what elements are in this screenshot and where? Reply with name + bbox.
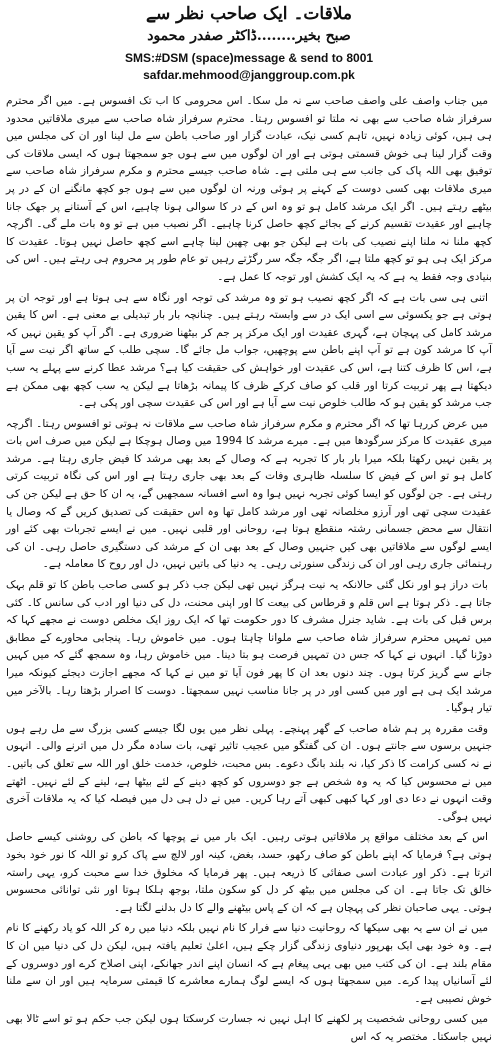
sms-contact-line: SMS:#DSM (space)message & send to 8001 [124, 51, 374, 65]
article-body [6, 93, 492, 1046]
column-header [6, 2, 492, 83]
article-paragraph: وقت مقررہ پر ہم شاہ صاحب کے گھر پہنچے۔ پہلی نظر میں یوں لگا جیسے کسی بزرگ سے مل رہے ہوں جنہیں برسوں سے جانتے ہوں۔ ان کی گفتگو میں عجیب تاثیر تھی، بات سادہ مگر دل میں اترنے والی۔ انہوں نے نہ کسی کرامت کا ذکر کیا، نہ بلند بانگ دعوے۔ بس محبت، خلوص، خدمت خلق اور اللہ سے تعلق کی باتیں۔ میں نے محسوس کیا کہ یہ وہ شخص ہے جو دوسروں کو کچھ دینے کے لئے بیٹھا ہے، لینے کے لئے نہیں۔ اٹھتے وقت انہوں نے دعا دی اور کہا کبھی کبھی آتے رہا کریں۔ میں نے دل ہی دل میں فیصلہ کیا کہ یہ ملاقات آخری نہیں ہوگی۔ [6, 722, 492, 823]
author-email: safdar.mehmood@janggroup.com.pk [143, 68, 355, 82]
article-paragraph: میں جناب واصف علی واصف صاحب سے نہ مل سکا۔ اس محرومی کا اب تک افسوس ہے۔ میں اگر محترم سرفراز شاہ صاحب سے بھی نہ ملتا تو افسوس رہتا۔ محترم سرفراز شاہ صاحب سے میری ملاقاتیں محدود ہی ہیں، کوئی زیادہ نہیں، تاہم کسی نیک، عبادت گزار اور صاحب باطن سے مل لینا اور ان کی مجلس میں وقت گزار لینا ہی خوش قسمتی ہوتی ہے اور ان لوگوں میں سے ہوں جو سمجھتا ہوں کہ ایسی ملاقات کی توفیق بھی اللہ پاک کی جانب سے ہی ملتی ہے۔ شاہ صاحب جیسے محترم و مکرم سرفراز شاہ صاحب سے میری ملاقات بھی کسی دوست کے کہنے پر ہوئی ورنہ ان لوگوں میں سے ہوں جو کچھ مانگنے ان کے در پر بیٹھے رہتے ہیں۔ اگر ایک مرشد کامل ہو تو وہ اس کے در کا سوالی ہونا چاہیے، اس کے آستانے پر جھک جانا چاہیے اور عقیدت تقسیم کرنے کے بجائے کچھ حاصل کرنا چاہیے۔ اگر نصیب میں ہے تو وہ بات ملے گی۔ اگرچہ کچھ ملنا نہ ملنا اپنے نصیب کی بات ہے لیکن جو بھی چھین لینا چاہے اسے کچھ حاصل نہیں ہوتا۔ عقیدت کا مرکز ایک ہی ہو تو کچھ ملتا ہے، اگر جگہ جگہ سر رگڑتے رہیں تو عام طور پر محروم ہی رہتے ہیں۔ اس کی بنیادی وجہ فقط یہ ہے کہ یہ ایک کشش اور توجہ کا عمل ہے۔ [6, 95, 492, 283]
article-paragraph: اتنی ہی سی بات ہے کہ اگر کچھ نصیب ہو تو وہ مرشد کی توجہ اور نگاہ سے ہی ہوتا ہے اور توجہ ان پر ہوتی ہے جو یکسوئی سے اسی ایک در سے وابستہ رہتے ہیں۔ چنانچہ بار بار تبدیلی بے معنی ہے۔ اس کا یقین مرشد کامل کی پہچان ہے، گہری عقیدت اور ایک مرکز پر جم کر بیٹھنا ضروری ہے۔ اگر آپ کو یقین نہیں کہ آپ کا مرشد کون ہے تو آپ اپنے باطن سے پوچھیں، جواب مل جائے گا۔ سچی طلب کے ساتھ اگر نیت سے آیا ہے، اس کا ظرف کتنا ہے، اس کی عقیدت اور خواہش کی حقیقت کیا ہے؟ مرشد عطا کرنے سے پہلے یہ سب دیکھتا ہے پھر تربیت کرتا اور قلب کو صاف کرکے ظرف کا پیمانہ بڑھاتا ہے لیکن یہ سب کچھ بھی ممکن ہے جب مرشد کو یقین ہو کہ طالب خلوص نیت سے آیا ہے اور اس کی عقیدت سچی اور پکی ہے۔ [6, 291, 492, 410]
newspaper-column [6, 2, 492, 1043]
article-paragraph: میں نے ان سے یہ بھی سیکھا کہ روحانیت دنیا سے فرار کا نام نہیں بلکہ دنیا میں رہ کر اللہ کو یاد رکھنے کا نام ہے۔ وہ خود بھی ایک بھرپور دنیاوی زندگی گزار چکے ہیں، اعلیٰ تعلیم یافتہ ہیں، لیکن دل کی دنیا میں ان کا مقام بلند ہے۔ ان کی کتب میں بھی یہی پیغام ہے کہ انسان اپنے اندر جھانکے، اپنی اصلاح کرے اور دوسروں کے لئے آسانیاں پیدا کرے۔ میں سمجھتا ہوں کہ ایسے لوگ ہمارے معاشرے کا قیمتی سرمایہ ہیں اور ان سے ملنا خوش نصیبی ہے۔ [6, 922, 492, 1005]
author-byline: صبح بخیر........ڈاکٹر صفدر محمود [147, 28, 351, 44]
column-title: ملاقات۔ ایک صاحب نظر سے [146, 4, 352, 24]
article-paragraph: میں کسی روحانی شخصیت پر لکھنے کا اہل نہیں نہ جسارت کرسکتا ہوں لیکن جب حکم ہو تو اسے ٹالا بھی نہیں جاسکتا۔ مختصر یہ کہ اس [6, 1013, 492, 1043]
article-paragraph: بات دراز ہو اور نکل گئی حالانکہ یہ نیت ہرگز نہیں تھی لیکن جب ذکر ہو کسی صاحب باطن کا تو قلم بہک جاتا ہے۔ ذکر ہوتا ہے اس قلم و قرطاس کی بیعت کا اور اپنی محنت، دل کی دنیا اور ادب کی سانس کا۔ کئی برس قبل کی بات ہے۔ شاید جنرل مشرف کا دور حکومت تھا کہ ایک روز ایک مخلص دوست نے مجھے کہا کہ میں تمہیں محترم سرفراز شاہ صاحب سے ملوانا چاہتا ہوں۔ میں خاموش رہا۔ پنجابی محاورے کے مطابق دوڑنا گیا۔ انہوں نے کہا کہ جس دن تمہیں فرصت ہو بتا دینا۔ میں خاموش رہا، وہ سمجھ گئے کہ میں کہیں جانے سے گریز کرتا ہوں۔ چند دنوں بعد ان کا پھر فون آیا تو میں نے کہا کہ مجھے اجازت دیجئے کیونکہ میرا مرشد ایک ہی ہے اور میں کسی اور در پر جانا مناسب نہیں سمجھتا۔ دوست کا اصرار بڑھتا رہا۔ بالآخر میں تیار ہوگیا۔ [6, 579, 492, 715]
article-paragraph: میں عرض کررہا تھا کہ اگر محترم و مکرم سرفراز شاہ صاحب سے ملاقات نہ ہوتی تو افسوس رہتا۔ اگرچہ میری عقیدت کا مرکز سرگودھا میں ہے۔ میرے مرشد کا 1994 میں وصال ہوچکا ہے لیکن میں صرف اس بات پر یقین نہیں رکھتا بلکہ میرا بار بار کا تجربہ ہے کہ وصال کے بعد بھی مرشد کا فیض جاری رہتا ہے۔ مرشد کامل ہو تو اس کے فیض کا سلسلہ ظاہری وفات کے بعد بھی جاری رہتا ہے اور اس کی نگاہ تربیت کرتی رہتی ہے۔ جن لوگوں کو ایسا کوئی تجربہ نہیں ہوا وہ اسے افسانہ سمجھیں گے، یہ ان کا حق ہے لیکن جن کی عقیدت سچی تھی اور آرزو مخلصانہ تھی اور مرشد کامل تھا وہ اس حقیقت کی تصدیق کریں گے کہ وصال یا انتقال سے محض جسمانی رشتہ منقطع ہوتا ہے، روحانی اور قلبی نہیں۔ میں نے ایسے تجربات بھی کئے اور ایسے لوگوں سے ملاقاتیں بھی کیں جنہیں وصال کے بعد بھی ان کے مرشد کی دستگیری حاصل رہی۔ ان کی رہنمائی جاری رہی اور ان کی زندگی سنورتی رہی۔ یہ دنیا کی باتیں نہیں، دل اور روح کا معاملہ ہے۔ [6, 417, 492, 571]
article-paragraph: اس کے بعد مختلف مواقع پر ملاقاتیں ہوتی رہیں۔ ایک بار میں نے پوچھا کہ باطن کی روشنی کیسے حاصل ہوتی ہے؟ فرمایا کہ اپنے باطن کو صاف رکھو، حسد، بغض، کینہ اور لالچ سے پاک کرو تو اللہ کا نور خود بخود اترتا ہے۔ ذکر اور عبادت اسی صفائی کا ذریعہ ہیں۔ پھر فرمایا کہ مخلوق خدا سے محبت کرو، یہی راستہ خالق تک جاتا ہے۔ ان کی مجلس میں بیٹھ کر دل کو سکون ملتا، بوجھ ہلکا ہوتا اور نئی توانائی محسوس ہوتی۔ یہی صاحبان نظر کی پہچان ہے کہ ان کے پاس بیٹھنے والے کا دل بدلنے لگتا ہے۔ [6, 831, 492, 914]
